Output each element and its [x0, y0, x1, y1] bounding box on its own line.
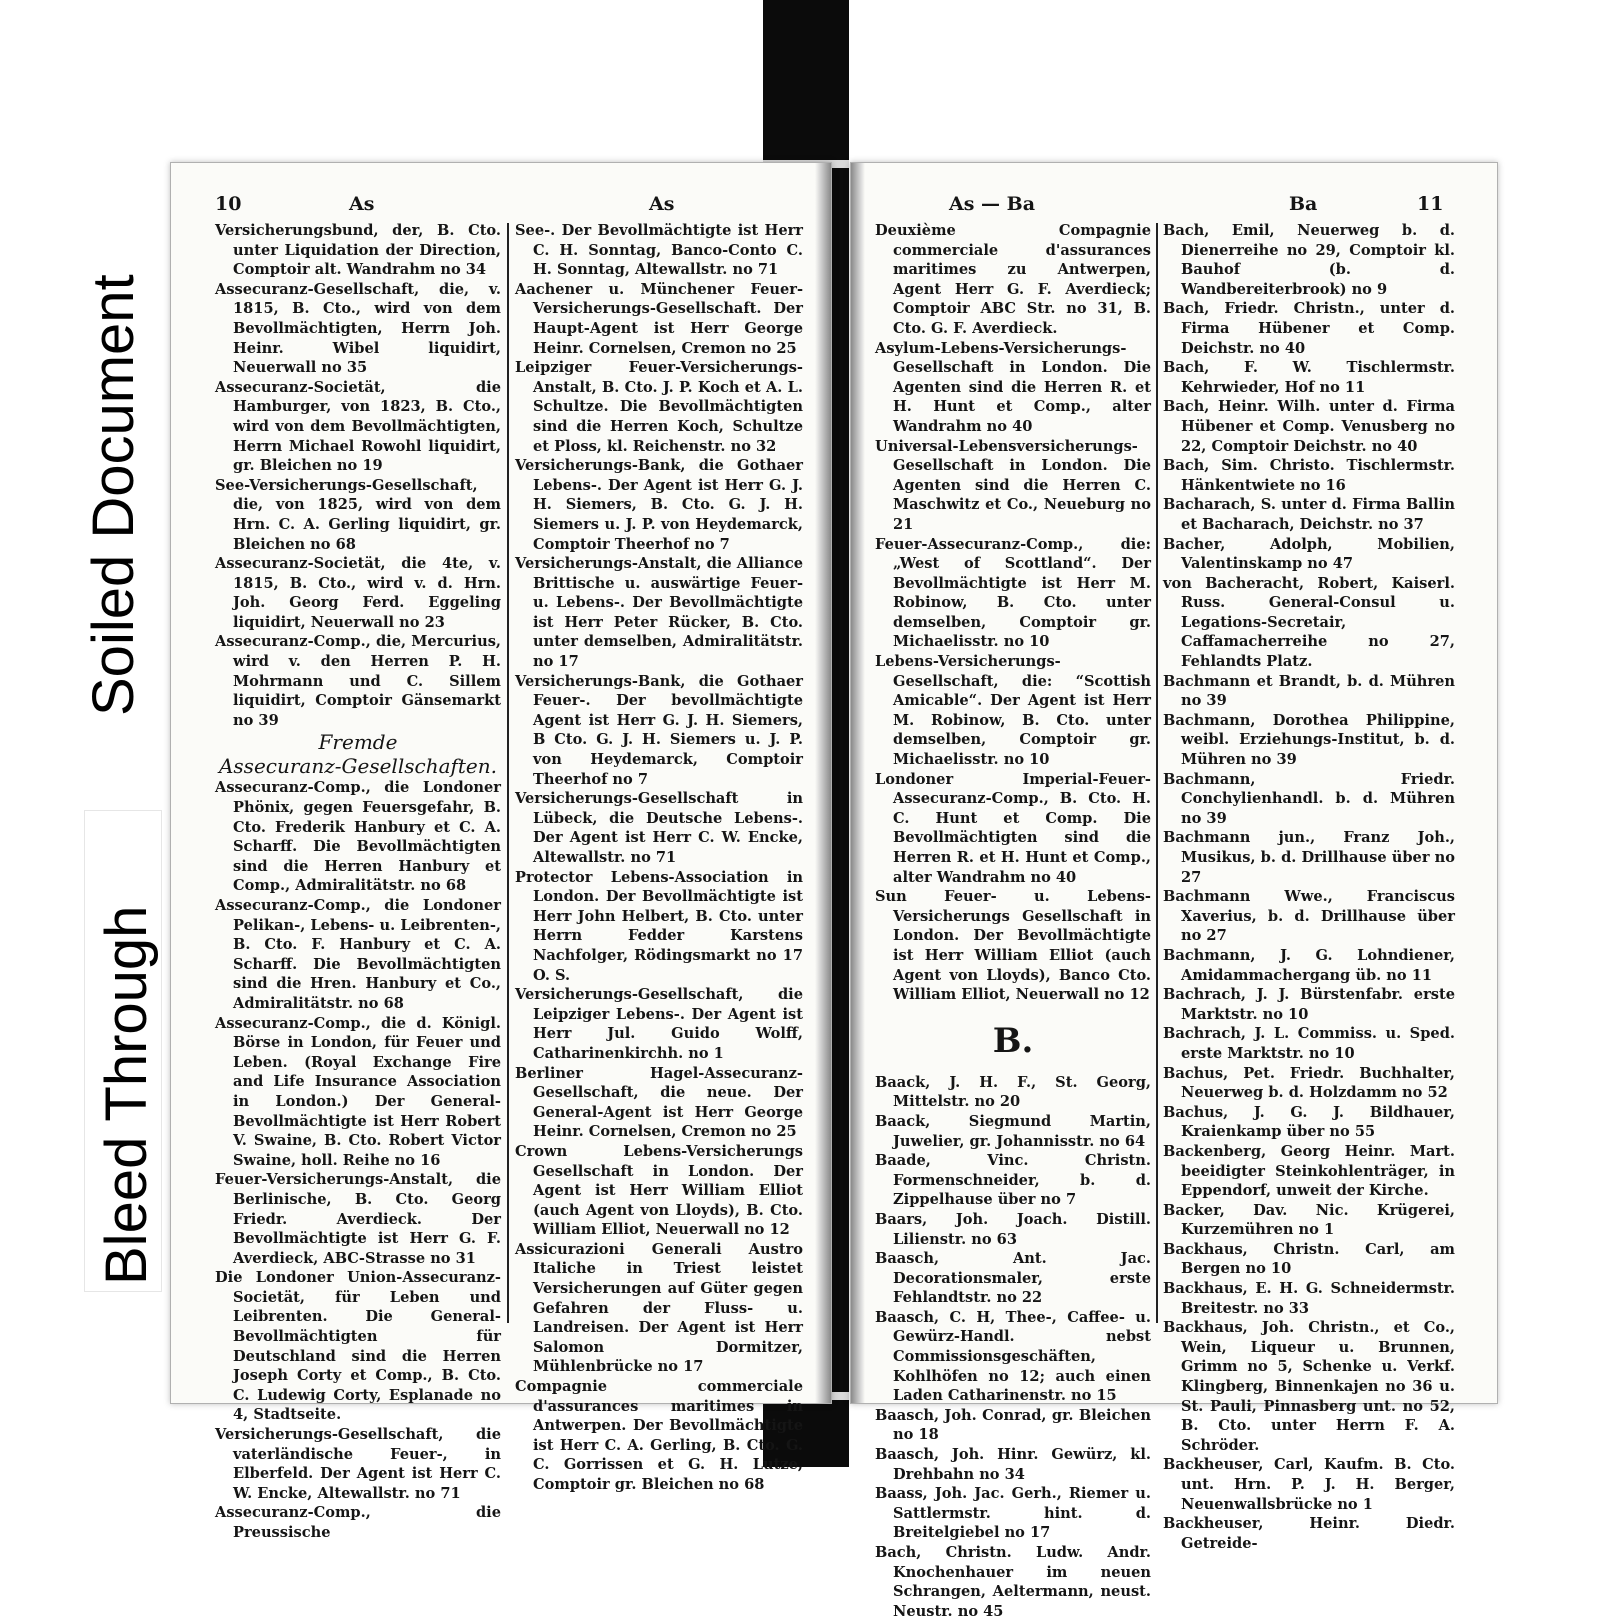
directory-entry: Assecuranz-Societät, die Hamburger, von 1823, B. Cto., wird von dem Bevollmächtigten, Herrn Michael Rowohl liquidirt, gr. Bleichen no 19 — [215, 378, 501, 475]
directory-entry: Assecuranz-Comp., die, Mercurius, wird v. den Herren P. H. Mohrmann und C. Sillem liquidirt, Comptoir Gänsemarkt no 39 — [215, 633, 501, 729]
left-page-column-1 — [215, 221, 501, 1543]
directory-entry: See-Versicherungs-Gesellschaft, die, von 1825, wird von dem Hrn. C. A. Gerling liquidirt, gr. Bleichen no 68 — [215, 476, 501, 553]
section-heading: Assecuranz-Gesellschaften. — [218, 754, 498, 779]
column-rule — [507, 223, 509, 1323]
page-number: 11 — [1417, 193, 1444, 215]
margin-labels — [0, 0, 170, 1467]
directory-entry: Bach, Friedr. Christn., unter d. Firma Hübener et Comp. Deichstr. no 40 — [1163, 300, 1455, 357]
running-head-left: As — Ba — [949, 193, 1036, 215]
directory-entry: Baasch, C. H, Thee-, Caffee- u. Gewürz-Handl. nebst Commissionsgeschäften, Kohlhöfen no 12; auch einen Laden Catharinenstr. no 15 — [875, 1308, 1151, 1405]
running-head-right: Ba — [1289, 193, 1318, 215]
directory-entry: Versicherungs-Bank, die Gothaer Feuer-. Der bevollmächtigte Agent ist Herr G. J. H. Siemers, B Cto. G. J. H. Siemers u. J. P. von Heydemarck, Comptoir Theerhof no 7 — [515, 672, 803, 788]
right-page — [850, 162, 1498, 1620]
running-head-right: As — [649, 193, 675, 215]
directory-entry: Bachrach, J. L. Commiss. u. Sped. erste Marktstr. no 10 — [1163, 1025, 1455, 1062]
bleed-through-label: Bleed Through — [94, 905, 159, 1285]
directory-entry: Feuer-Assecuranz-Comp., die: „West of Scottland“. Der Bevollmächtigte ist Herr M. Robinow, B. Cto. unter demselben, Comptoir gr. Michaelisstr. no 10 — [875, 535, 1151, 651]
directory-entry: Universal-Lebensversicherungs-Gesellschaft in London. Die Agenten sind die Herren C. Maschwitz et Co., Neueburg no 21 — [875, 437, 1151, 533]
directory-entry: Protector Lebens-Association in London. Der Bevollmächtigte ist Herr John Helbert, B. Cto. unter Herrn Fedder Karstens Nachfolger, Rödingsmarkt no 17 O. S. — [515, 868, 803, 984]
directory-entry: Asylum-Lebens-Versicherungs-Gesellschaft in London. Die Agenten sind die Herren R. et H. Hunt et Comp., alter Wandrahm no 40 — [875, 339, 1151, 435]
directory-entry: Baack, J. H. F., St. Georg, Mittelstr. no 20 — [875, 1073, 1151, 1111]
directory-entry: Bachmann, Friedr. Conchylienhandl. b. d. Mühren no 39 — [1163, 770, 1455, 827]
directory-entry: Versicherungs-Gesellschaft in Lübeck, die Deutsche Lebens-. Der Agent ist Herr C. W. Encke, Altewallstr. no 71 — [515, 790, 803, 866]
directory-entry: Bach, Sim. Christo. Tischlermstr. Hänkentwiete no 16 — [1163, 457, 1455, 494]
directory-entry: Assecuranz-Comp., die d. Königl. Börse in London, für Feuer und Leben. (Royal Exchange Fire and Life Insurance Association in London.) Der General-Bevollmächtigte ist Herr Robert V. Swaine, B. Cto. Robert Victor Swaine, holl. Reihe no 16 — [215, 1014, 501, 1169]
directory-entry: Assecuranz-Comp., die Londoner Pelikan-, Lebens- u. Leibrenten-, B. Cto. F. Hanbury et C. A. Scharff. Die Bevollmächtigten sind die Hren. Hanbury et Co., Admiralitätstr. no 68 — [215, 897, 501, 1012]
directory-entry: Feuer-Versicherungs-Anstalt, die Berlinische, B. Cto. Georg Friedr. Averdieck. Der Bevollmächtigte ist Herr G. F. Averdieck, ABC-Strasse no 31 — [215, 1171, 501, 1267]
directory-entry: Versicherungs-Anstalt, die Alliance Brittische u. auswärtige Feuer- u. Lebens-. Der Bevollmächtigte ist Herr Peter Rücker, B. Cto. unter demselben, Admiralitätstr. no 17 — [515, 555, 803, 671]
left-page — [170, 162, 832, 1541]
section-heading: Fremde — [318, 730, 398, 755]
directory-entry: Baasch, Joh. Hinr. Gewürz, kl. Drehbahn no 34 — [875, 1446, 1151, 1483]
right-page-column-2 — [1163, 221, 1455, 1553]
directory-entry: Crown Lebens-Versicherungs Gesellschaft in London. Der Agent ist Herr William Elliot (auch Agent von Lloyds), B. Cto. William Elliot, Neuerwall no 12 — [515, 1142, 803, 1239]
page-number: 10 — [215, 193, 242, 215]
directory-entry: Leipziger Feuer-Versicherungs-Anstalt, B. Cto. J. P. Koch et A. L. Schultze. Die Bevollmächtigten sind die Herren Koch, Schultze et Ploss, kl. Reichenstr. no 32 — [515, 359, 803, 455]
directory-entry: Londoner Imperial-Feuer-Assecuranz-Comp., B. Cto. H. C. Hunt et Comp. Die Bevollmächtigten sind die Herren R. et H. Hunt et Comp., alter Wandrahm no 40 — [875, 770, 1151, 886]
directory-entry: Bach, Heinr. Wilh. unter d. Firma Hübener et Comp. Venusberg no 22, Comptoir Deichstr. no 40 — [1163, 398, 1455, 455]
directory-entry: Deuxième Compagnie commerciale d'assurances maritimes zu Antwerpen, Agent Herr G. F. Averdieck; Comptoir ABC Str. no 31, B. Cto. G. F. Averdieck. — [875, 222, 1151, 337]
directory-entry: Bachus, Pet. Friedr. Buchhalter, Neuerweg b. d. Holzdamm no 52 — [1163, 1064, 1455, 1102]
directory-entry: Versicherungs-Bank, die Gothaer Lebens-. Der Agent ist Herr G. J. H. Siemers, B. Cto. G. J. H. Siemers u. J. P. von Heydemarck, Comptoir Theerhof no 7 — [515, 457, 803, 553]
directory-entry: Lebens-Versicherungs-Gesellschaft, die: “Scottish Amicable“. Der Agent ist Herr M. Robinow, B. Cto. unter demselben, Comptoir gr. Michaelisstr. no 10 — [875, 653, 1151, 769]
directory-entry: Assecuranz-Gesellschaft, die, v. 1815, B. Cto., wird von dem Bevollmächtigten, Herrn Joh. Heinr. Wibel liquidirt, Neuerwall no 35 — [215, 280, 501, 377]
directory-entry: Baass, Joh. Jac. Gerh., Riemer u. Sattlermstr. hint. d. Breitelgiebel no 17 — [875, 1485, 1151, 1542]
directory-entry: Baack, Siegmund Martin, Juwelier, gr. Johannisstr. no 64 — [875, 1112, 1151, 1150]
column-rule — [1156, 223, 1158, 1323]
directory-entry: Bachmann Wwe., Franciscus Xaverius, b. d. Drillhause über no 27 — [1163, 888, 1455, 945]
directory-entry: Berliner Hagel-Assecuranz-Gesellschaft, die neue. Der General-Agent ist Herr George Heinr. Cornelsen, Cremon no 25 — [515, 1064, 803, 1141]
directory-entry: Bachmann, Dorothea Philippine, weibl. Erziehungs-Institut, b. d. Mühren no 39 — [1163, 711, 1455, 769]
directory-entry: Baars, Joh. Joach. Distill. Lilienstr. no 63 — [875, 1210, 1151, 1248]
letter-heading: B. — [992, 1020, 1034, 1061]
directory-entry: Bachmann et Brandt, b. d. Mühren no 39 — [1163, 672, 1455, 710]
directory-entry: Backhaus, Joh. Christn., et Co., Wein, Liqueur u. Brunnen, Grimm no 5, Schenke u. Verkf. Klingberg, Binnenkajen no 36 u. St. Pauli, Pinnasberg unt. no 52, B. Cto. unter Herrn F. A. Schröder. — [1163, 1319, 1455, 1454]
running-head-left: As — [349, 193, 375, 215]
directory-entry: Backheuser, Carl, Kaufm. B. Cto. unt. Hrn. P. J. H. Berger, Neuenwallsbrücke no 1 — [1163, 1456, 1455, 1513]
directory-entry: Backer, Dav. Nic. Krügerei, Kurzemühren no 1 — [1163, 1201, 1455, 1239]
directory-entry: Assicurazioni Generali Austro Italiche in Triest leistet Versicherungen auf Güter gegen Gefahren der Fluss- u. Landreisen. Der Agent ist Herr Salomon Dormitzer, Mühlenbrücke no 17 — [515, 1240, 803, 1376]
directory-entry: Bacharach, S. unter d. Firma Ballin et Bacharach, Deichstr. no 37 — [1163, 496, 1455, 533]
directory-entry: Baasch, Ant. Jac. Decorationsmaler, erste Fehlandtstr. no 22 — [875, 1250, 1151, 1307]
directory-entry: Assecuranz-Societät, die 4te, v. 1815, B. Cto., wird v. d. Hrn. Joh. Georg Ferd. Eggeling liquidirt, Neuerwall no 23 — [215, 555, 501, 631]
directory-entry: Bach, Emil, Neuerweg b. d. Dienerreihe no 29, Comptoir kl. Bauhof (b. d. Wandbereiterbrook) no 9 — [1163, 222, 1455, 298]
directory-entry: Backenberg, Georg Heinr. Mart. beeidigter Steinkohlenträger, in Eppendorf, unweit der Kirche. — [1163, 1142, 1455, 1200]
directory-entry: von Bacheracht, Robert, Kaiserl. Russ. General-Consul u. Legations-Secretair, Caffamacherreihe no 27, Fehlandts Platz. — [1163, 574, 1455, 671]
directory-entry: Bachmann jun., Franz Joh., Musikus, b. d. Drillhause über no 27 — [1163, 829, 1455, 886]
directory-entry: Die Londoner Union-Assecuranz-Societät, für Leben und Leibrenten. Die General-Bevollmächtigten für Deutschland sind die Herren Joseph Corty et Comp., B. Cto. C. Ludewig Corty, Esplanade no 4, Stadtseite. — [215, 1269, 501, 1424]
directory-entry: Assecuranz-Comp., die Londoner Phönix, gegen Feuersgefahr, B. Cto. Frederik Hanbury et C. A. Scharff. Die Bevollmächtigten sind die Herren Hanbury et Comp., Admiralitätstr. no 68 — [215, 779, 501, 895]
directory-entry: Backheuser, Heinr. Diedr. Getreide- — [1163, 1515, 1455, 1552]
directory-entry: Bacher, Adolph, Mobilien, Valentinskamp no 47 — [1163, 535, 1455, 573]
directory-entry: Baasch, Joh. Conrad, gr. Bleichen no 18 — [875, 1406, 1151, 1444]
directory-entry: Bachrach, J. J. Bürstenfabr. erste Marktstr. no 10 — [1163, 986, 1455, 1023]
directory-entry: Versicherungs-Gesellschaft, die vaterländische Feuer-, in Elberfeld. Der Agent ist Herr C. W. Encke, Altewallstr. no 71 — [215, 1426, 501, 1502]
left-page-column-2 — [515, 221, 803, 1495]
directory-entry: Compagnie commerciale d'assurances maritimes in Antwerpen. Der Bevollmächtigte ist Herr C. A. Gerling, B. Cto. G. C. Gorrissen et G. H. Lutze, Comptoir gr. Bleichen no 68 — [515, 1378, 803, 1493]
directory-entry: Backhaus, E. H. G. Schneidermstr. Breitestr. no 33 — [1163, 1280, 1455, 1317]
directory-entry: See-. Der Bevollmächtigte ist Herr C. H. Sonntag, Banco-Conto C. H. Sonntag, Altewallstr. no 71 — [515, 222, 803, 279]
directory-entry: Assecuranz-Comp., die Preussische — [215, 1504, 501, 1541]
directory-entry: Bachus, J. G. J. Bildhauer, Kraienkamp über no 55 — [1163, 1103, 1455, 1141]
directory-entry: Versicherungsbund, der, B. Cto. unter Liquidation der Direction, Comptoir alt. Wandrahm no 34 — [215, 222, 501, 279]
directory-entry: Bach, F. W. Tischlermstr. Kehrwieder, Hof no 11 — [1163, 359, 1455, 396]
directory-entry: Sun Feuer- u. Lebens-Versicherungs Gesellschaft in London. Der Bevollmächtigte ist Herr William Elliot (auch Agent von Lloyds), Banco Cto. William Elliot, Neuerwall no 12 — [875, 888, 1151, 1004]
directory-entry: Bachmann, J. G. Lohndiener, Amidammachergang üb. no 11 — [1163, 946, 1455, 984]
directory-entry: Backhaus, Christn. Carl, am Bergen no 10 — [1163, 1240, 1455, 1278]
directory-entry: Aachener u. Münchener Feuer-Versicherungs-Gesellschaft. Der Haupt-Agent ist Herr George Heinr. Cornelsen, Cremon no 25 — [515, 280, 803, 357]
directory-entry: Bach, Christn. Ludw. Andr. Knochenhauer im neuen Schrangen, Aeltermann, neust. Neustr. no 45 — [875, 1544, 1151, 1620]
directory-entry: Baade, Vinc. Christn. Formenschneider, b. d. Zippelhause über no 7 — [875, 1152, 1151, 1209]
soiled-document-label: Soiled Document — [81, 274, 146, 716]
directory-entry: Versicherungs-Gesellschaft, die Leipziger Lebens-. Der Agent ist Herr Jul. Guido Wolff, Catharinenkirchh. no 1 — [515, 986, 803, 1062]
right-page-column-1 — [875, 221, 1151, 1621]
